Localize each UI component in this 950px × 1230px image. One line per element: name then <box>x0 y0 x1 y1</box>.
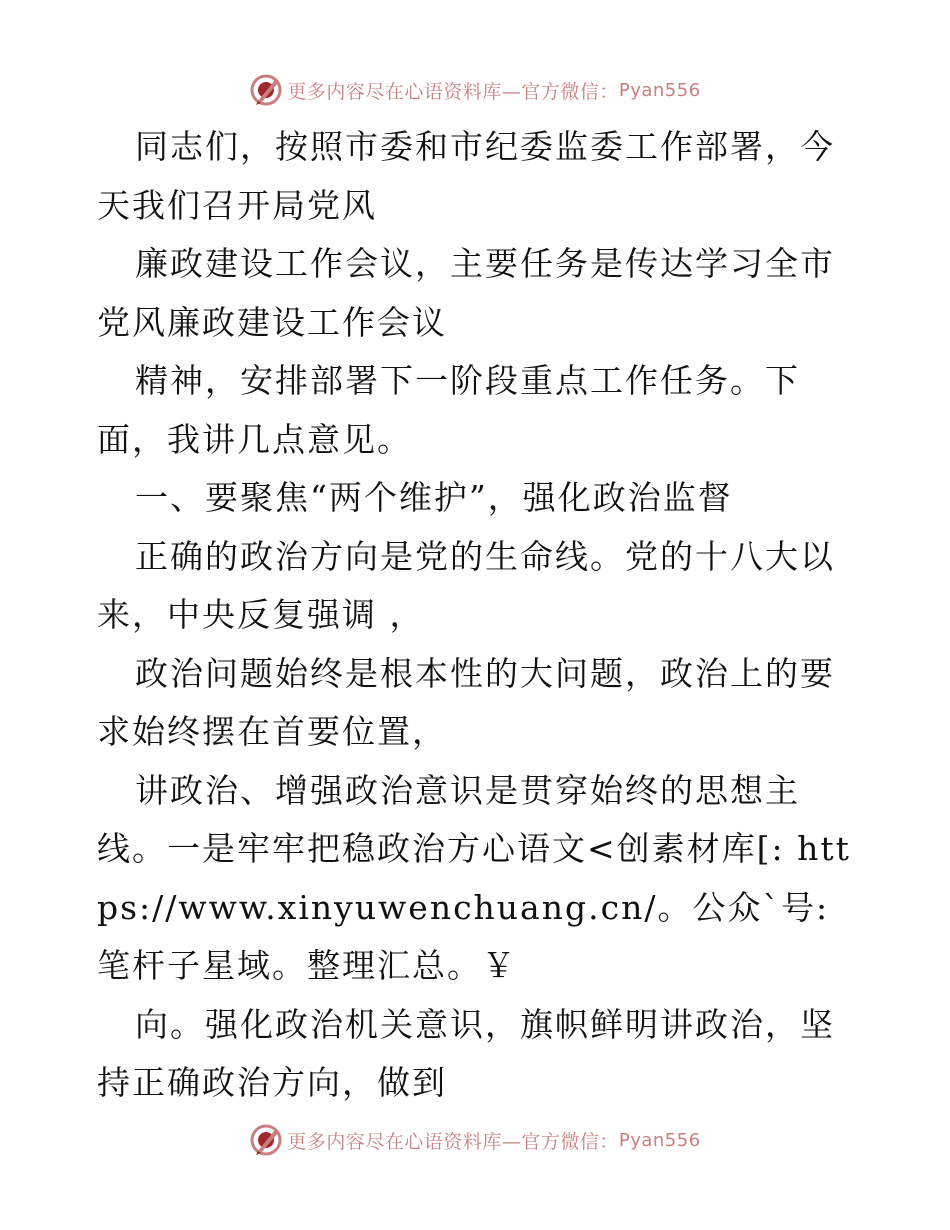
paragraph: 精神，安排部署下一阶段重点工作任务。下面，我讲几点意见。 <box>97 361 800 459</box>
paragraph: 讲政治、增强政治意识是贯穿始终的思想主线。一是牢牢把稳政治方心语文<创素材库[: https://www.xinyuwenchuang.cn/。公众`号: 笔杆子星域。整理汇总。￥ <box>97 770 851 985</box>
section-heading: 一、要聚焦“两个维护”，强化政治监督 <box>135 478 733 517</box>
pen-logo-icon <box>249 73 283 107</box>
paragraph: 同志们，按照市委和市纪委监委工作部署，今天我们召开局党风 <box>97 127 835 225</box>
paragraph: 政治问题始终是根本性的大问题，政治上的要求始终摆在首要位置， <box>97 653 835 751</box>
banner-text: 更多内容尽在心语资料库—官方微信： <box>287 1130 619 1153</box>
banner-handle: Pyan556 <box>618 79 701 101</box>
document-body <box>97 118 857 1113</box>
header-watermark-banner <box>0 70 950 110</box>
pen-logo-icon <box>249 1123 283 1157</box>
paragraph: 廉政建设工作会议，主要任务是传达学习全市党风廉政建设工作会议 <box>97 244 835 342</box>
paragraph: 正确的政治方向是党的生命线。党的十八大以来，中央反复强调 ， <box>97 536 835 634</box>
paragraph: 向。强化政治机关意识，旗帜鲜明讲政治，坚持正确政治方向，做到 <box>97 1004 835 1102</box>
footer-watermark-banner <box>0 1120 950 1160</box>
banner-text: 更多内容尽在心语资料库—官方微信： <box>287 80 619 103</box>
banner-handle: Pyan556 <box>618 1129 701 1151</box>
